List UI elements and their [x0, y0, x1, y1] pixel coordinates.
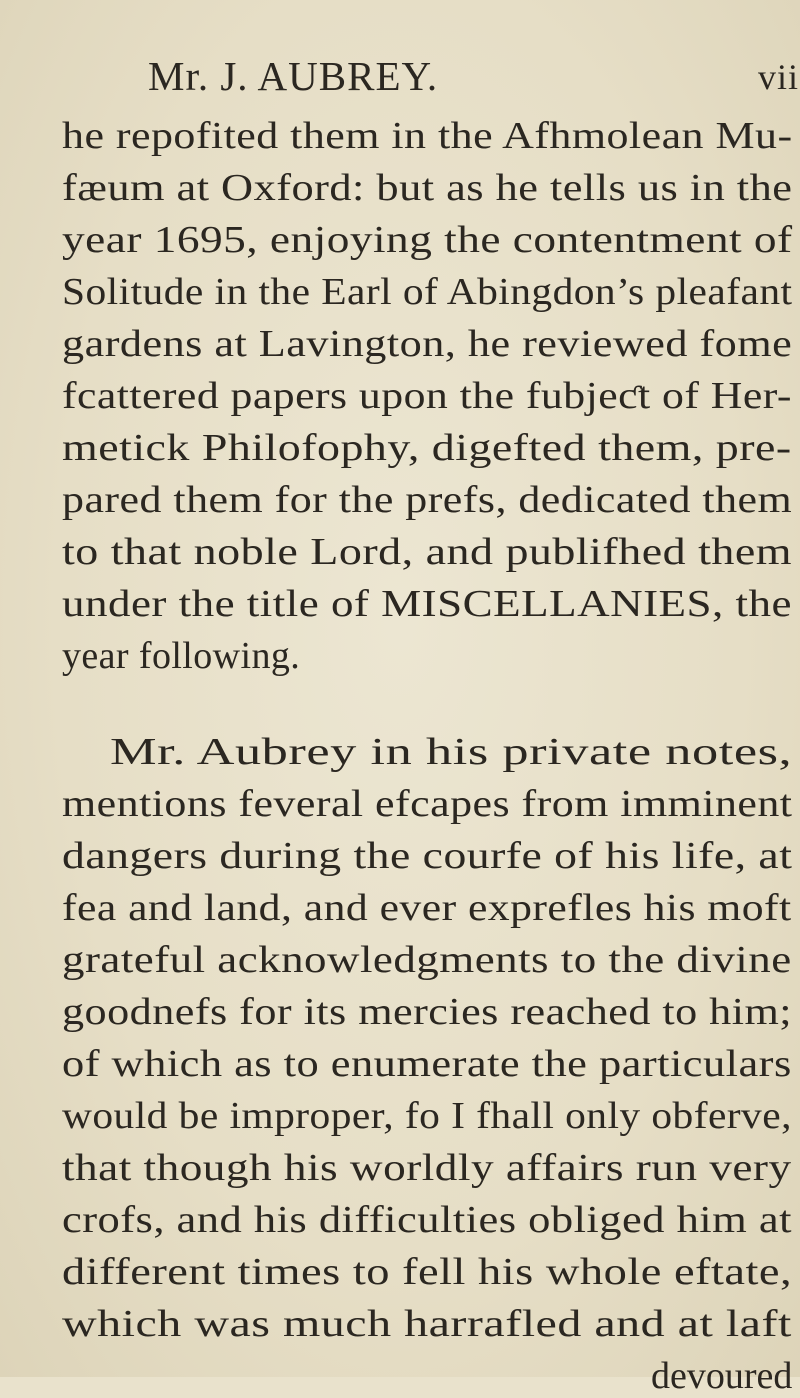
text-line: gardens at Lavington, he reviewed fome: [62, 323, 793, 365]
text-line: crofs, and his difficulties obliged him at: [62, 1199, 792, 1241]
text-line: different times to fell his whole eftate,: [62, 1251, 793, 1293]
page-number: vii: [758, 57, 800, 97]
text-line: fea and land, and ever exprefles his moft: [62, 887, 792, 929]
running-head: [148, 52, 800, 102]
text-line: fæum at Oxford: but as he tells us in the: [62, 167, 793, 209]
text-line: of which as to enumerate the particulars: [62, 1043, 792, 1085]
text-line: fcattered papers upon the fubjeƈt of Her-: [62, 375, 792, 417]
text-line: under the title of MISCELLANIES, the: [62, 583, 792, 625]
text-line: dangers during the courfe of his life, at: [62, 835, 793, 877]
running-head-title: Mr. J. AUBREY.: [148, 53, 439, 99]
text-line: Mr. Aubrey in his private notes,: [110, 731, 793, 773]
catchword: devoured: [651, 1355, 793, 1397]
text-line: he repofited them in the Afhmolean Mu-: [62, 115, 793, 157]
text-line: which was much harrafled and at laft: [62, 1303, 792, 1345]
text-line: pared them for the prefs, dedicated them: [62, 479, 793, 521]
text-line: grateful acknowledgments to the divine: [62, 939, 792, 981]
text-line: mentions feveral efcapes from imminent: [62, 783, 793, 825]
text-line: year following.: [62, 635, 301, 677]
text-line: to that noble Lord, and publifhed them: [62, 531, 793, 573]
text-line: would be improper, fo I fhall only obferve,: [62, 1095, 792, 1137]
text-line: that though his worldly affairs run very: [62, 1147, 792, 1189]
text-line: Solitude in the Earl of Abingdon’s pleafant: [62, 271, 793, 313]
text-line: goodnefs for its mercies reached to him;: [62, 991, 793, 1033]
text-line: year 1695, enjoying the contentment of: [62, 219, 793, 261]
text-line: metick Philofophy, digefted them, pre-: [62, 427, 792, 469]
